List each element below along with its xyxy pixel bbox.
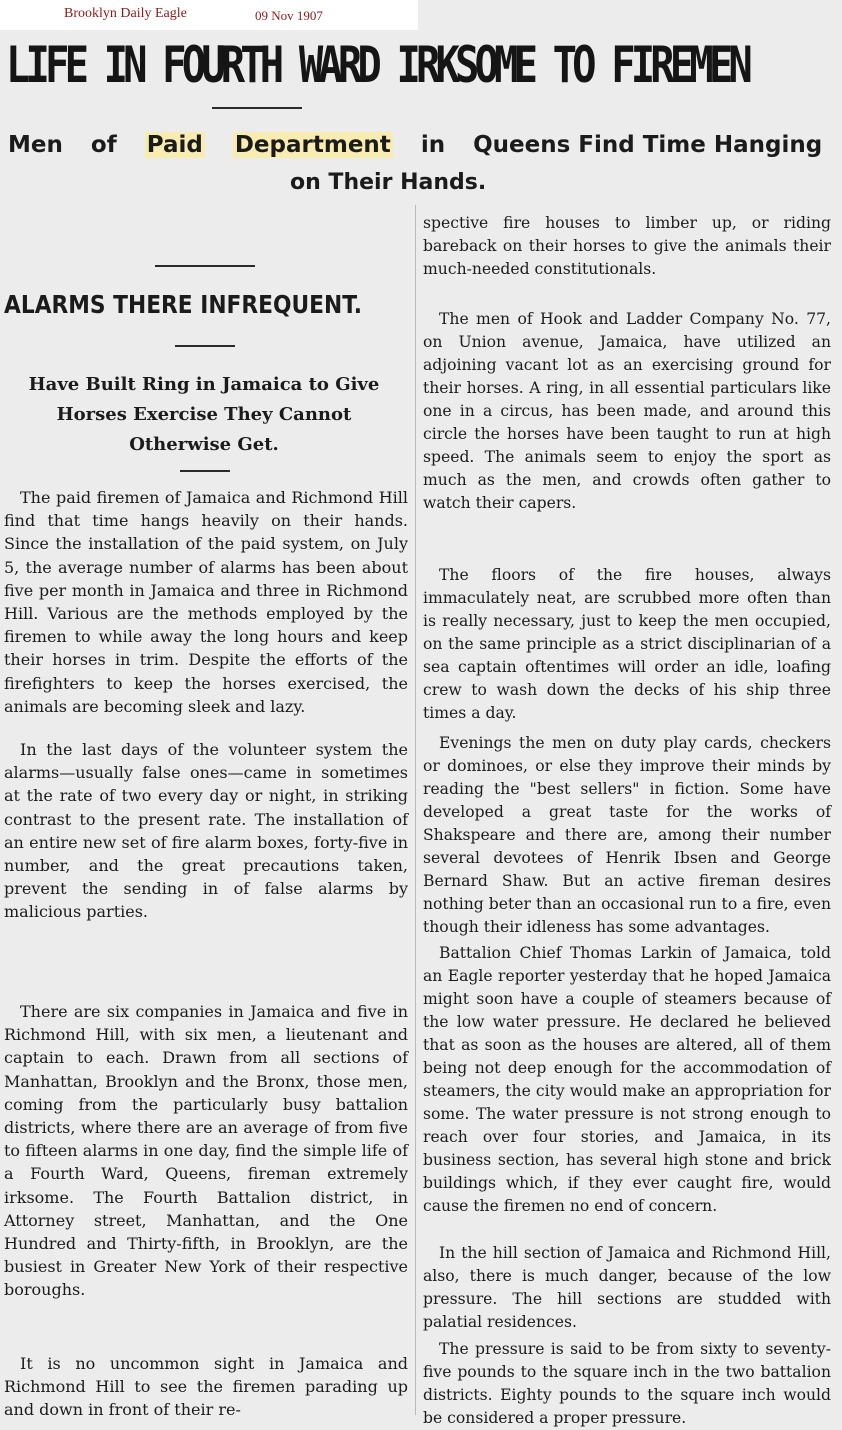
newspaper-name: Brooklyn Daily Eagle [64, 6, 187, 21]
article-column-left [4, 486, 408, 1418]
article-paragraph: The men of Hook and Ladder Company No. 77, on Union avenue, Jamaica, have utilized an adjoining vacant lot as an exercising ground for their horses. A ring, in all essential particulars like one in a circus, has been made, and around this circle the horses have been taught to run at high speed. The animals seem to enjoy the sport as much as the men, and crowds often gather to watch their capers. [423, 310, 831, 512]
deck-word: Queens Find Time Hanging [473, 132, 823, 158]
section-rule [155, 265, 255, 267]
publication-date: 09 Nov 1907 [255, 8, 323, 23]
article-paragraph: The paid firemen of Jamaica and Richmond Hill find that time hangs heavily on their hands. Since the installation of the paid system, on July 5, the average number of alarms has been about five per month in Jamaica and three in Richmond Hill. Various are the methods employed by the firemen to while away the long hours and keep their horses in trim. Despite the efforts of the firefighters to keep the horses exercised, the animals are becoming sleek and lazy. [4, 488, 408, 716]
article-paragraph: The floors of the fire houses, always immaculately neat, are scrubbed more often than is really necessary, just to keep the men occupied, on the same principle as a strict disciplinarian of a sea captain oftentimes will order an idle, loafing crew to wash down the decks of his ship three times a day. [423, 566, 831, 722]
article-paragraph: It is no uncommon sight in Jamaica and Richmond Hill to see the firemen parading up and down in front of their re- [4, 1354, 408, 1420]
masthead [0, 0, 418, 30]
deck-word: of [90, 132, 117, 158]
article-paragraph: Evenings the men on duty play cards, checkers or dominoes, or else they improve their minds by reading the "best sellers" in fiction. Some have developed a great taste for the works of Shakspeare and there are, among their number several devotees of Henrik Ibsen and George Bernard Shaw. But an active fireman desires nothing beter than an occasional run to a fire, even though their idleness has some advantages. [423, 734, 831, 936]
deck-word: in [420, 132, 446, 158]
deck-line-2: on Their Hands. [290, 170, 487, 195]
deck-word: Men [8, 132, 63, 158]
article-paragraph: The pressure is said to be from sixty to seventy-five pounds to the square inch in the two battalion districts. Eighty pounds to the square inch would be considered a proper pressure. [423, 1340, 831, 1427]
subhead: ALARMS THERE INFREQUENT. [4, 290, 363, 319]
deck-line-1 [8, 132, 828, 158]
deck-word-highlighted: Department [234, 132, 391, 158]
article-paragraph: Battalion Chief Thomas Larkin of Jamaica, told an Eagle reporter yesterday that he hoped Jamaica might soon have a couple of steamers because of the low water pressure. He declared he believed that as soon as the houses are altered, all of them being not deep enough for the accommodation of steamers, the city would make an appropriation for some. The water pressure is not strong enough to reach over four stories, and Jamaica, in its business section, has several high stone and brick buildings which, if they ever caught fire, would cause the firemen no end of concern. [423, 944, 831, 1215]
headline-rule [212, 107, 302, 109]
section-rule [180, 470, 230, 472]
article-paragraph: spective fire houses to limber up, or riding bareback on their horses to give the animals their much-needed constitutionals. [423, 214, 831, 278]
headline: LIFE IN FOURTH WARD IRKSOME TO FIREMEN [6, 36, 748, 94]
section-rule [175, 345, 235, 347]
article-paragraph: In the hill section of Jamaica and Richmond Hill, also, there is much danger, because of the low pressure. The hill sections are studded with palatial residences. [423, 1244, 831, 1331]
deck-word-highlighted: Paid [146, 132, 203, 158]
column-divider [415, 205, 416, 1415]
subdeck: Have Built Ring in Jamaica to Give Horses Exercise They Cannot Otherwise Get. [28, 374, 380, 455]
article-column-right [423, 212, 831, 1430]
article-paragraph: There are six companies in Jamaica and five in Richmond Hill, with six men, a lieutenant and captain to each. Drawn from all sections of Manhattan, Brooklyn and the Bronx, those men, coming from the particularly busy battalion districts, where there are an average of from five to fifteen alarms in one day, find the simple life of a Fourth Ward, Queens, fireman extremely irksome. The Fourth Battalion district, in Attorney street, Manhattan, and the One Hundred and Thirty-fifth, in Brooklyn, are the busiest in Greater New York of their respective boroughs. [4, 1002, 408, 1300]
article-paragraph: In the last days of the volunteer system the alarms—usually false ones—came in sometimes at the rate of two every day or night, in striking contrast to the present rate. The installation of an entire new set of fire alarm boxes, forty-five in number, and the great precautions taken, prevent the sending in of false alarms by malicious parties. [4, 740, 408, 922]
